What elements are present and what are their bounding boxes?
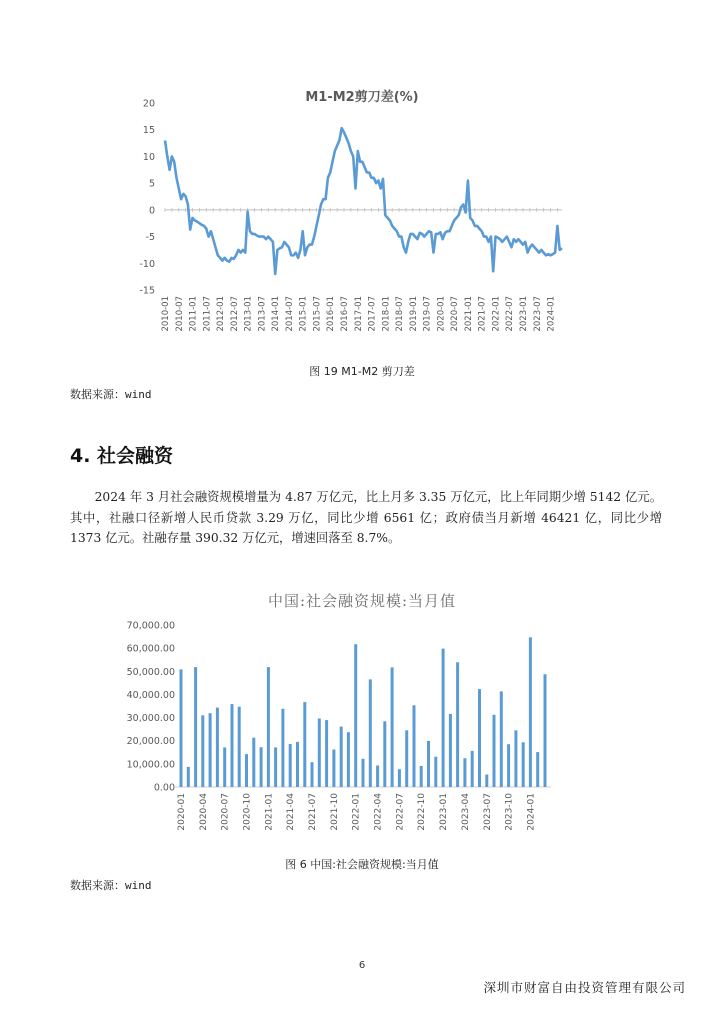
- x-tick-label: 2020-07: [450, 296, 461, 332]
- x-tick-label: 2018-07: [395, 296, 406, 332]
- x-tick-label: 2021-10: [329, 793, 340, 831]
- x-tick-label: 2022-01: [491, 296, 502, 332]
- bar: [340, 727, 343, 787]
- bar: [471, 751, 474, 787]
- bar: [427, 741, 430, 787]
- section-heading: 4. 社会融资: [70, 445, 174, 467]
- bar: [332, 750, 335, 788]
- bar: [456, 662, 459, 787]
- bar: [238, 707, 241, 787]
- social-financing-bar-chart: [0, 600, 724, 850]
- bar: [507, 744, 510, 787]
- y-tick-label: 20,000.00: [126, 736, 175, 748]
- x-tick-label: 2017-01: [353, 296, 364, 332]
- x-tick-label: 2024-01: [546, 296, 557, 332]
- bar: [303, 702, 306, 787]
- section-paragraph: 2024 年 3 月社会融资规模增量为 4.87 万亿元，比上月多 3.35 万亿元，比上年同期少增 5142 亿元。其中，社融口径新增人民币贷款 3.29 万亿，同比少增 6561 亿；政府债当月新增 46421 亿，同比少增 1373 亿元。社融存量 390.32 万亿元，增速回落至 8.7%。: [70, 490, 662, 545]
- page-number: 6: [358, 960, 366, 971]
- x-tick-label: 2023-10: [504, 793, 515, 831]
- x-tick-label: 2020-01: [177, 793, 187, 831]
- x-tick-label: 2016-01: [326, 296, 337, 332]
- bar: [391, 667, 394, 787]
- bar: [216, 708, 219, 787]
- bar: [485, 775, 488, 788]
- x-tick-label: 2021-07: [477, 296, 488, 332]
- x-tick-label: 2023-04: [460, 793, 471, 831]
- bar: [201, 715, 204, 787]
- bar: [354, 644, 357, 787]
- x-tick-label: 2021-01: [463, 296, 474, 332]
- bar: [376, 766, 379, 788]
- x-tick-label: 2017-07: [367, 296, 378, 332]
- bar: [405, 730, 408, 787]
- x-tick-label: 2023-01: [439, 793, 450, 831]
- bar: [267, 667, 270, 787]
- x-tick-label: 2018-01: [381, 296, 392, 332]
- x-tick-label: 2020-01: [436, 296, 447, 332]
- x-tick-label: 2014-01: [271, 296, 282, 332]
- bar: [281, 709, 284, 787]
- y-tick-label: 60,000.00: [126, 643, 175, 655]
- y-tick-label: -10: [139, 258, 155, 270]
- x-tick-label: 2024-01: [526, 793, 537, 831]
- x-tick-label: 2015-07: [312, 296, 323, 332]
- y-tick-label: 30,000.00: [126, 713, 175, 725]
- bar: [289, 744, 292, 787]
- bar: [209, 713, 212, 787]
- bar: [544, 674, 547, 787]
- x-tick-label: 2020-07: [220, 793, 231, 831]
- bar: [223, 747, 226, 787]
- y-tick-label: 70,000.00: [126, 620, 175, 632]
- y-tick-label: 0: [148, 205, 155, 217]
- y-tick-label: 20: [142, 98, 155, 110]
- x-tick-label: 2023-01: [518, 296, 529, 332]
- x-tick-label: 2013-01: [243, 296, 254, 332]
- y-tick-label: 10,000.00: [126, 759, 175, 771]
- bar: [442, 649, 445, 787]
- y-tick-label: 40,000.00: [126, 689, 175, 701]
- x-tick-label: 2010-01: [161, 296, 171, 332]
- x-tick-label: 2012-01: [216, 296, 227, 332]
- bar: [231, 704, 234, 787]
- y-tick-label: 10: [142, 151, 155, 163]
- bar: [318, 719, 321, 788]
- x-tick-label: 2015-01: [298, 296, 309, 332]
- bar: [252, 738, 255, 787]
- bar: [245, 754, 248, 787]
- bar: [296, 742, 299, 787]
- x-tick-label: 2011-01: [188, 296, 199, 332]
- x-tick-label: 2020-04: [198, 793, 209, 831]
- bar: [514, 730, 517, 787]
- bar: [434, 757, 437, 787]
- x-tick-label: 2021-04: [286, 793, 297, 831]
- y-tick-label: -15: [139, 285, 155, 297]
- x-tick-label: 2010-07: [174, 296, 185, 332]
- x-tick-label: 2019-01: [408, 296, 419, 332]
- x-tick-label: 2022-04: [373, 793, 384, 831]
- x-tick-label: 2022-07: [505, 296, 516, 332]
- bar: [325, 720, 328, 787]
- bar: [493, 715, 496, 787]
- bar: [362, 759, 365, 787]
- bar: [194, 667, 197, 787]
- x-tick-label: 2019-07: [422, 296, 433, 332]
- x-tick-label: 2020-10: [242, 793, 253, 831]
- chart2-source: 数据来源：wind: [70, 879, 152, 892]
- x-tick-label: 2023-07: [482, 793, 493, 831]
- chart1-source: 数据来源：wind: [70, 388, 152, 401]
- chart1-caption: 图 19 M1-M2 剪刀差: [309, 365, 415, 378]
- x-tick-label: 2023-07: [532, 296, 543, 332]
- bar: [187, 767, 190, 787]
- bar: [311, 762, 314, 787]
- bar: [413, 705, 416, 787]
- bar: [180, 669, 183, 787]
- x-tick-label: 2021-07: [308, 793, 319, 831]
- x-tick-label: 2016-07: [339, 296, 350, 332]
- y-tick-label: 50,000.00: [126, 666, 175, 678]
- x-tick-label: 2022-01: [351, 793, 362, 831]
- bar: [420, 766, 423, 787]
- m1-m2-line-chart: [0, 0, 724, 360]
- bar: [347, 732, 350, 787]
- x-tick-label: 2012-07: [229, 296, 240, 332]
- bar: [529, 637, 532, 787]
- x-tick-label: 2022-10: [417, 793, 428, 831]
- x-tick-label: 2014-07: [284, 296, 295, 332]
- x-tick-label: 2022-07: [395, 793, 406, 831]
- x-tick-label: 2021-01: [264, 793, 275, 831]
- x-tick-label: 2013-07: [257, 296, 268, 332]
- chart1-title: M1-M2剪刀差(%): [305, 90, 419, 105]
- bar: [369, 679, 372, 787]
- y-tick-label: 5: [148, 178, 155, 190]
- bar: [463, 758, 466, 787]
- y-tick-label: -5: [145, 232, 155, 244]
- chart2-caption: 图 6 中国:社会融资规模:当月值: [285, 858, 439, 871]
- bar: [398, 769, 401, 787]
- bar: [274, 747, 277, 787]
- m1-m2-series-line: [165, 128, 562, 274]
- company-name: 深圳市财富自由投资管理有限公司: [483, 980, 686, 995]
- chart2-title: 中国:社会融资规模:当月值: [267, 592, 457, 610]
- bar: [449, 714, 452, 787]
- x-tick-label: 2011-07: [202, 296, 213, 332]
- bar: [478, 689, 481, 787]
- y-tick-label: 0.00: [153, 782, 175, 794]
- bar: [536, 752, 539, 787]
- bar: [383, 721, 386, 787]
- bar: [260, 747, 263, 787]
- y-tick-label: 15: [142, 125, 155, 137]
- bar: [522, 742, 525, 787]
- bar: [500, 691, 503, 787]
